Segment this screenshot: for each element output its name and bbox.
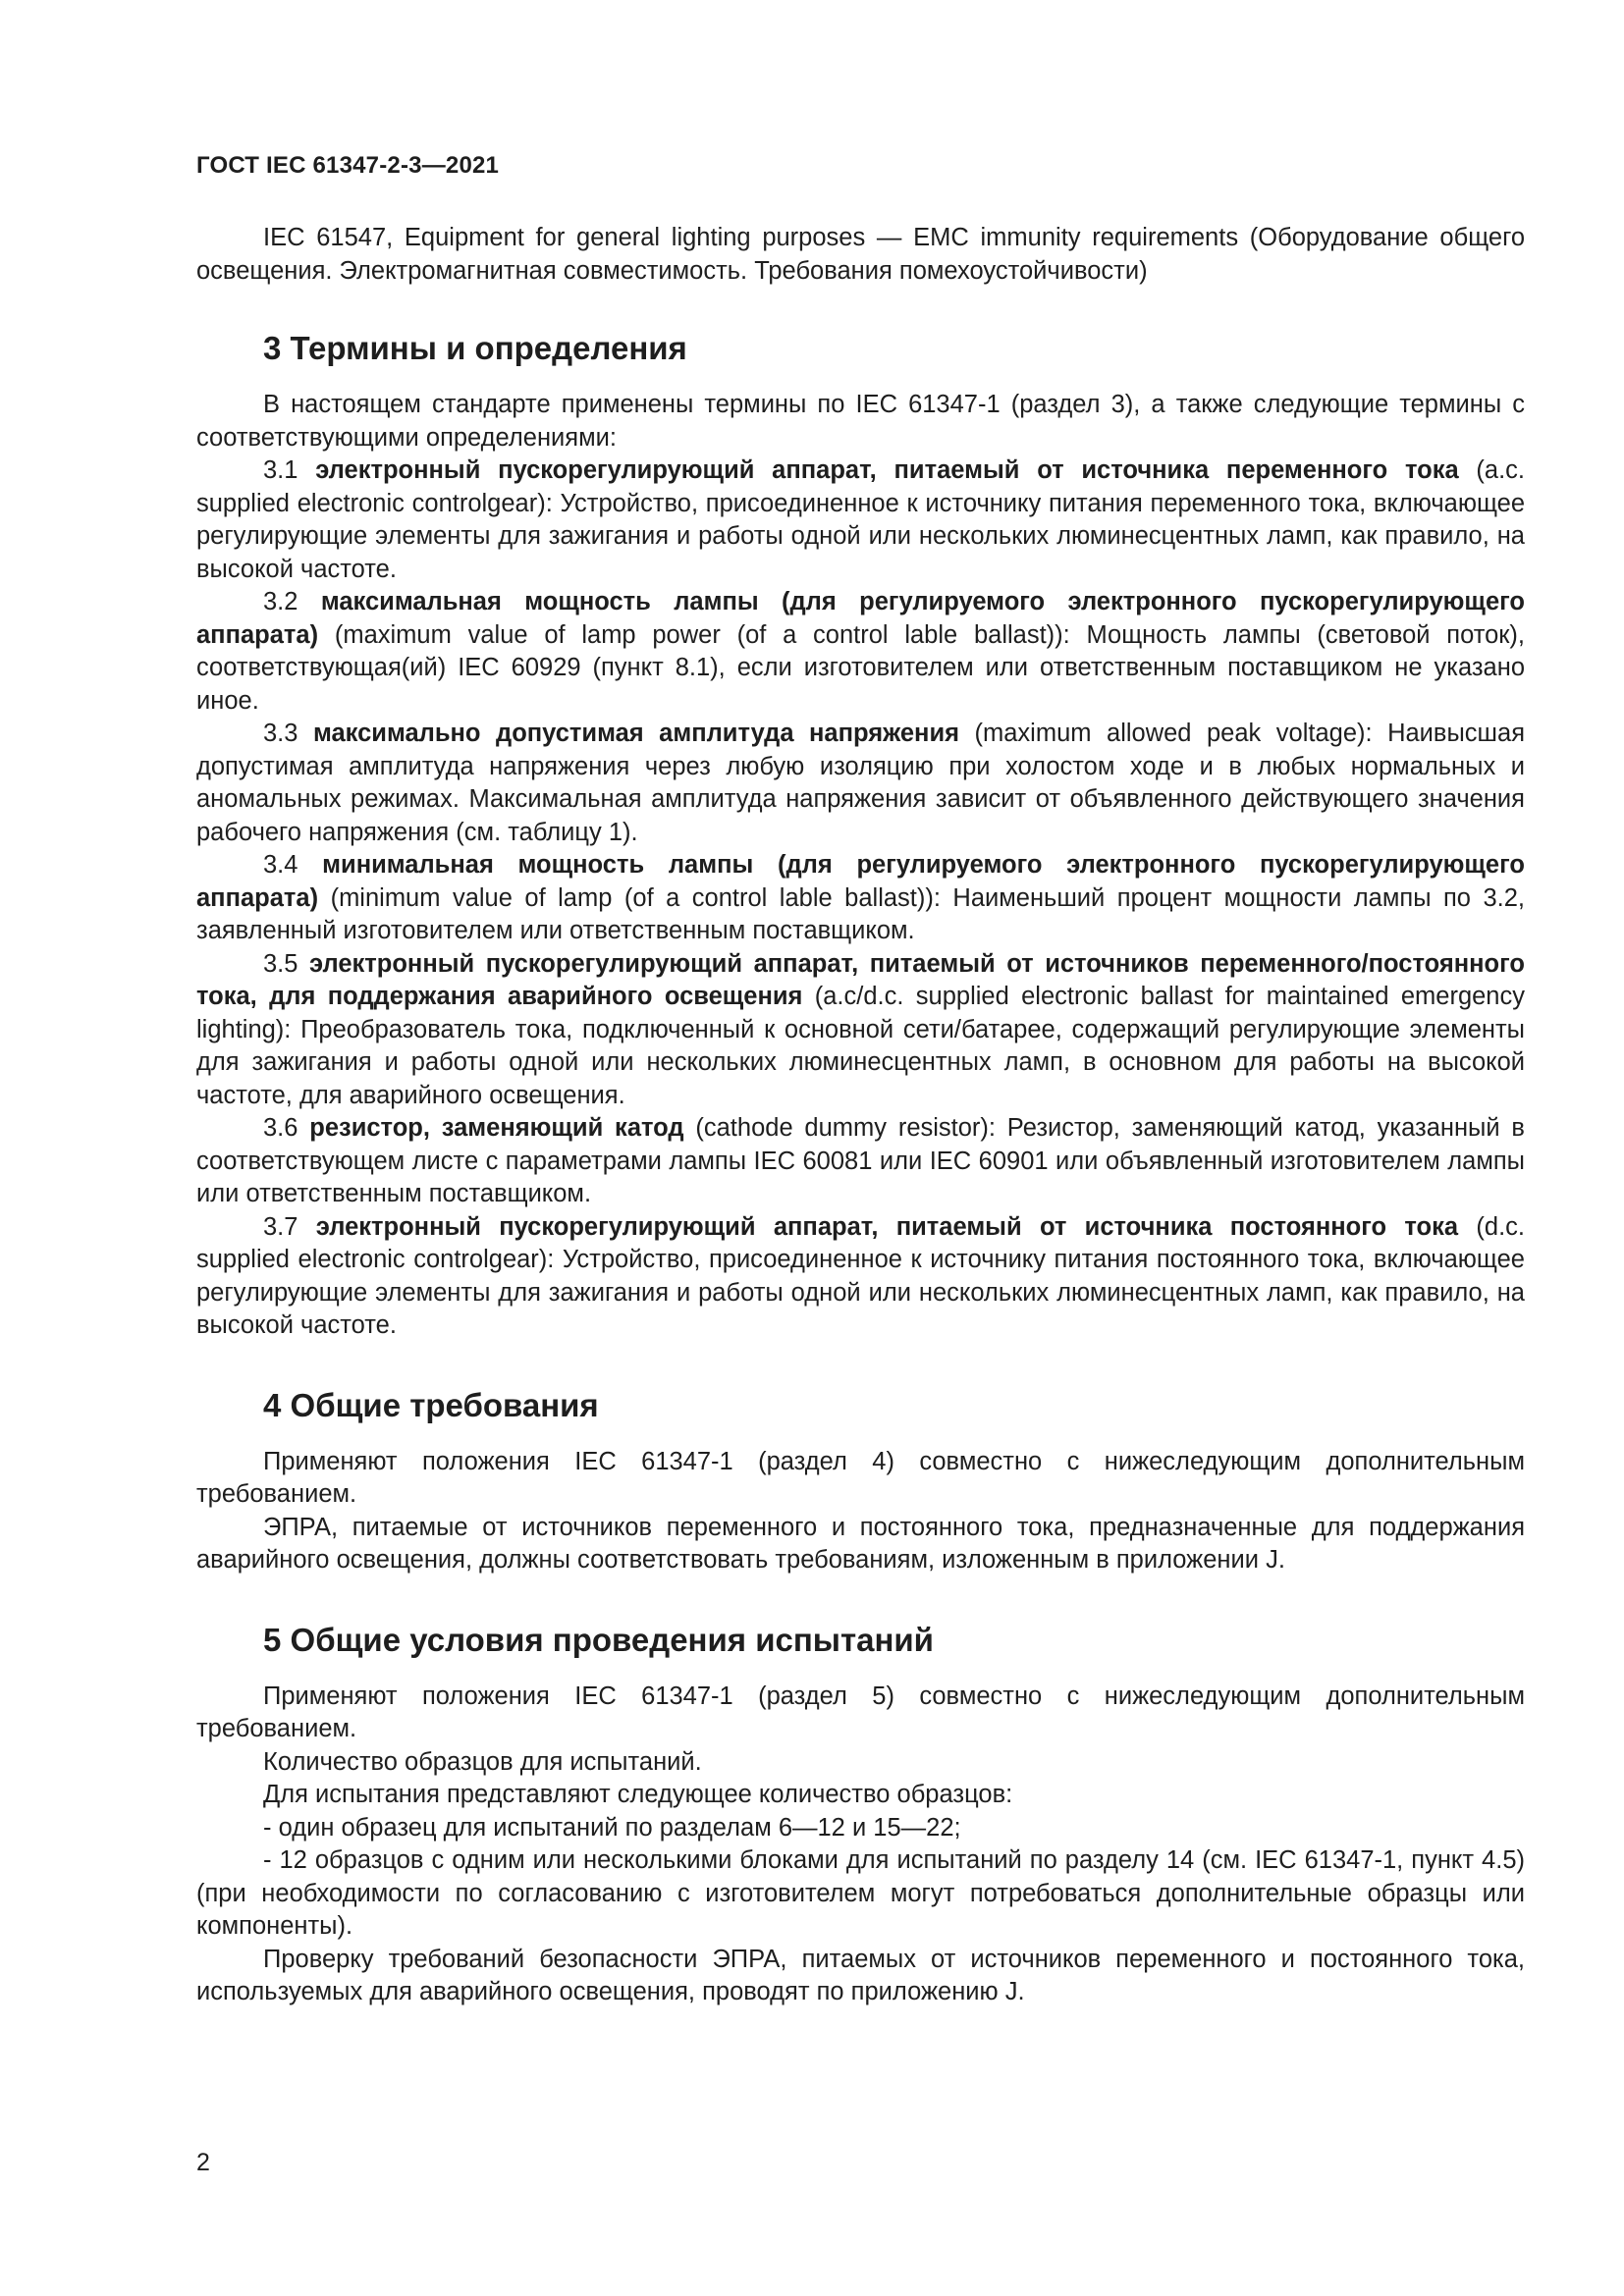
term-definition <box>196 1211 1525 1343</box>
term-text: (maximum value of lamp power (of a control lable ballast)): Мощность лампы (световой поток), соответствующая(ий) IEC 60929 (пункт 8.1), если изготовителем или ответственным поставщиком не указано иное. <box>196 620 1525 715</box>
term-definition <box>196 586 1525 718</box>
term-name: электронный пускорегулирующий аппарат, питаемый от источника постоянного тока <box>315 1212 1459 1241</box>
term-number: 3.5 <box>263 949 310 978</box>
term-name: максимально допустимая амплитуда напряжения <box>312 720 960 747</box>
paragraph: Применяют положения IEC 61347-1 (раздел 5) совместно с нижеследующим дополнительным требованием. <box>196 1682 1525 1742</box>
term-definition <box>196 454 1525 586</box>
term-text: (minimum value of lamp (of a control lable ballast)): Наименьший процент мощности лампы по 3.2, заявленный изготовителем или ответственным поставщиком. <box>196 883 1525 944</box>
term-number: 3.6 <box>263 1114 310 1142</box>
document-code: ГОСТ IEC 61347-2-3—2021 <box>196 152 500 179</box>
term-name: электронный пускорегулирующий аппарат, питаемый от источника переменного тока <box>315 456 1459 484</box>
list-item: - 12 образцов с одним или несколькими блоками для испытаний по разделу 14 (см. IEC 61347-1, пункт 4.5) (при необходимости по согласованию с изготовителем могут потребоваться дополнительные образцы или компоненты). <box>196 1846 1525 1940</box>
section-4-heading: 4 Общие требования <box>263 1386 599 1423</box>
term-definition <box>196 849 1525 948</box>
term-name: резистор, заменяющий катод <box>309 1114 684 1142</box>
term-number: 3.2 <box>263 588 321 615</box>
term-text: (d.c. supplied electronic controlgear): Устройство, присоединенное к источнику питания постоянного тока, включающее регулирующие элементы для зажигания и работы одной или нескольких люминесцентных ламп, как правило, на высокой частоте. <box>196 1212 1525 1339</box>
term-definition <box>196 948 1525 1113</box>
term-text: (a.c/d.c. supplied electronic ballast for maintained emergency lighting): Преобразователь тока, подключенный к основной сети/батарее, содержащий регулирующие элементы для зажигания и работы одной или нескольких люминесцентных ламп, в основном для работы на высокой частоте, для аварийного освещения. <box>196 983 1525 1109</box>
paragraph: Применяют положения IEC 61347-1 (раздел 4) совместно с нижеследующим дополнительным требованием. <box>196 1447 1525 1508</box>
term-text: (cathode dummy resistor): Резистор, заменяющий катод, указанный в соответствующем листе с параметрами лампы IEC 60081 или IEC 60901 или объявленный изготовителем лампы или ответственным поставщиком. <box>196 1114 1525 1207</box>
list-item: - один образец для испытаний по разделам 6—12 и 15—22; <box>263 1813 961 1842</box>
page-number: 2 <box>196 2149 210 2176</box>
page-content <box>196 222 1525 2009</box>
term-number: 3.7 <box>263 1212 316 1241</box>
paragraph: IEC 61547, Equipment for general lighting purposes — EMC immunity requirements (Оборудование общего освещения. Электромагнитная совместимость. Требования помехоустойчивости) <box>196 224 1525 285</box>
term-number: 3.3 <box>263 720 313 747</box>
paragraph: ЭПРА, питаемые от источников переменного и постоянного тока, предназначенные для поддержания аварийного освещения, должны соответствовать требованиям, изложенным в приложении J. <box>196 1513 1525 1574</box>
section-3-heading: 3 Термины и определения <box>263 330 687 366</box>
paragraph: В настоящем стандарте применены термины по IEC 61347-1 (раздел 3), а также следующие термины с соответствующими определениями: <box>196 391 1525 452</box>
paragraph: Количество образцов для испытаний. <box>263 1747 702 1776</box>
term-name: максимальная мощность лампы (для регулируемого электронного пускорегулирующего аппарата) <box>196 588 1525 649</box>
paragraph: Проверку требований безопасности ЭПРА, питаемых от источников переменного и постоянного тока, используемых для аварийного освещения, проводят по приложению J. <box>196 1945 1525 2005</box>
term-definition <box>196 718 1525 849</box>
term-number: 3.1 <box>263 456 316 484</box>
term-definition <box>196 1112 1525 1211</box>
paragraph: Для испытания представляют следующее количество образцов: <box>263 1781 1013 1808</box>
term-text: (maximum allowed peak voltage): Наивысшая допустимая амплитуда напряжения через любую изоляцию при холостом ходе и в любых нормальных и аномальных режимах. Максимальная амплитуда напряжения зависит от объявленного действующего значения рабочего напряжения (см. таблицу 1). <box>196 720 1525 846</box>
term-name: электронный пускорегулирующий аппарат, питаемый от источников переменного/постоянного тока, для поддержания аварийного освещения <box>196 949 1525 1010</box>
section-5-heading: 5 Общие условия проведения испытаний <box>263 1621 934 1658</box>
term-number: 3.4 <box>263 851 323 879</box>
term-name: минимальная мощность лампы (для регулируемого электронного пускорегулирующего аппарата) <box>196 851 1525 912</box>
term-text: (a.c. supplied electronic controlgear): Устройство, присоединенное к источнику питания переменного тока, включающее регулирующие элементы для зажигания и работы одной или нескольких люминесцентных ламп, как правило, на высокой частоте. <box>196 456 1525 583</box>
